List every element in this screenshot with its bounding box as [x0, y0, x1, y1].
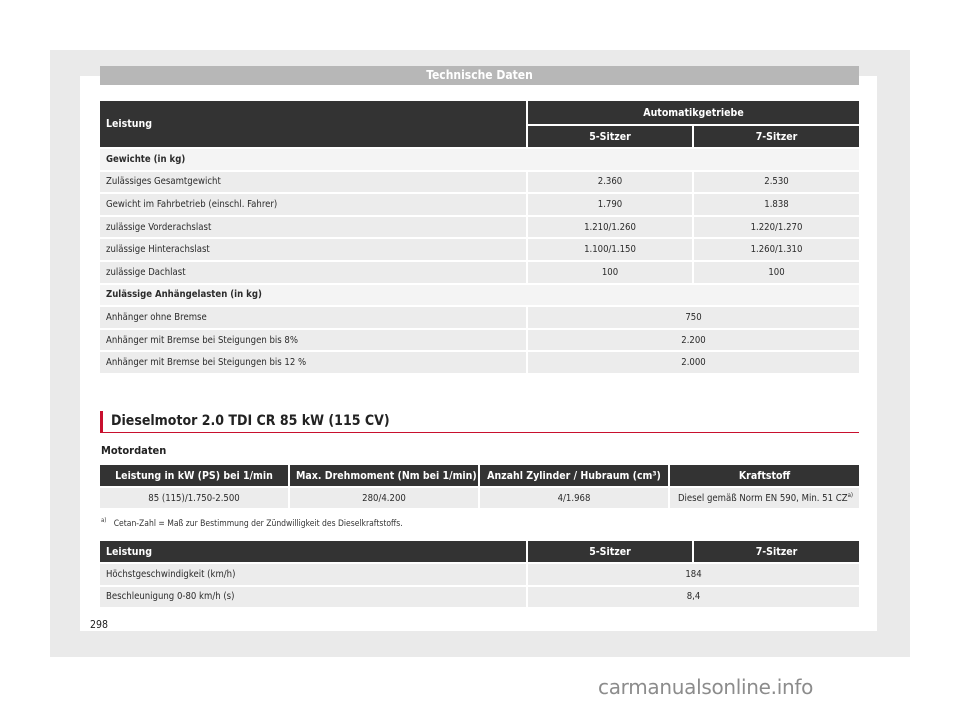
- row-label: Höchstgeschwindigkeit (km/h): [100, 564, 528, 587]
- section-row: [100, 149, 859, 172]
- weights-table: [100, 101, 859, 375]
- cell-7-sitzer: 1.838: [694, 194, 859, 217]
- row-label: zulässige Dachlast: [100, 262, 528, 285]
- table-row: [100, 262, 859, 285]
- header-5-sitzer: 5-Sitzer: [528, 126, 694, 149]
- motordaten-table: [100, 465, 859, 510]
- cell-value: 2.200: [528, 330, 859, 353]
- table-row: [100, 330, 859, 353]
- header-7-sitzer: 7-Sitzer: [694, 126, 859, 149]
- table-row: [100, 352, 859, 375]
- cell-7-sitzer: 100: [694, 262, 859, 285]
- motordaten-label: Motordaten: [101, 444, 167, 457]
- header-zylinder-hubraum: Anzahl Zylinder / Hubraum (cm³): [480, 465, 670, 488]
- cell-kraftstoff: Diesel gemäß Norm EN 590, Min. 51 CZ$^{a)}$: [670, 488, 859, 510]
- header-kraftstoff: Kraftstoff: [670, 465, 859, 488]
- header-automatikgetriebe: Automatikgetriebe: [528, 101, 859, 126]
- footnote-ref: a): [847, 491, 853, 499]
- row-label: Anhänger mit Bremse bei Steigungen bis 8%: [100, 330, 528, 353]
- table-row: [100, 194, 859, 217]
- table-row: [100, 587, 859, 610]
- cell-zylinder-hubraum: 4/1.968: [480, 488, 670, 510]
- table-row: [100, 488, 859, 510]
- table-row: [100, 239, 859, 262]
- cell-5-sitzer: 1.210/1.260: [528, 217, 694, 240]
- cell-5-sitzer: 1.790: [528, 194, 694, 217]
- cell-drehmoment: 280/4.200: [290, 488, 480, 510]
- section-row: [100, 285, 859, 308]
- section-label: Zulässige Anhängelasten (in kg): [100, 285, 859, 308]
- row-label: zulässige Vorderachslast: [100, 217, 528, 240]
- row-label: Anhänger ohne Bremse: [100, 307, 528, 330]
- cell-leistung-kw: 85 (115)/1.750-2.500: [100, 488, 290, 510]
- cell-7-sitzer: 1.220/1.270: [694, 217, 859, 240]
- header-drehmoment: Max. Drehmoment (Nm bei 1/min): [290, 465, 480, 488]
- footnote-text: Cetan-Zahl = Maß zur Bestimmung der Zündwilligkeit des Dieselkraftstoffs.: [113, 518, 403, 529]
- section-title: Technische Daten: [100, 66, 859, 85]
- performance-table: [100, 541, 859, 609]
- table-row: [100, 172, 859, 195]
- header-leistung: Leistung: [100, 541, 528, 564]
- footnote: [101, 517, 403, 529]
- section-label: Gewichte (in kg): [100, 149, 859, 172]
- header-leistung-kw: Leistung in kW (PS) bei 1/min: [100, 465, 290, 488]
- watermark: carmanualsonline.info: [598, 675, 814, 699]
- row-label: Anhänger mit Bremse bei Steigungen bis 12 %: [100, 352, 528, 375]
- cell-5-sitzer: 1.100/1.150: [528, 239, 694, 262]
- footnote-marker: a): [101, 517, 107, 524]
- table-row: [100, 564, 859, 587]
- cell-7-sitzer: 1.260/1.310: [694, 239, 859, 262]
- cell-value: 184: [528, 564, 859, 587]
- engine-heading: Dieselmotor 2.0 TDI CR 85 kW (115 CV): [100, 411, 859, 433]
- table-row: [100, 217, 859, 240]
- row-label: zulässige Hinterachslast: [100, 239, 528, 262]
- cell-5-sitzer: 2.360: [528, 172, 694, 195]
- row-label: Beschleunigung 0-80 km/h (s): [100, 587, 528, 610]
- cell-value: 8,4: [528, 587, 859, 610]
- row-label: Gewicht im Fahrbetrieb (einschl. Fahrer): [100, 194, 528, 217]
- page-number: 298: [90, 619, 109, 631]
- header-7-sitzer: 7-Sitzer: [694, 541, 859, 564]
- cell-7-sitzer: 2.530: [694, 172, 859, 195]
- cell-5-sitzer: 100: [528, 262, 694, 285]
- cell-value: 750: [528, 307, 859, 330]
- header-leistung: Leistung: [100, 101, 528, 149]
- cell-value: 2.000: [528, 352, 859, 375]
- header-5-sitzer: 5-Sitzer: [528, 541, 694, 564]
- table-row: [100, 307, 859, 330]
- row-label: Zulässiges Gesamtgewicht: [100, 172, 528, 195]
